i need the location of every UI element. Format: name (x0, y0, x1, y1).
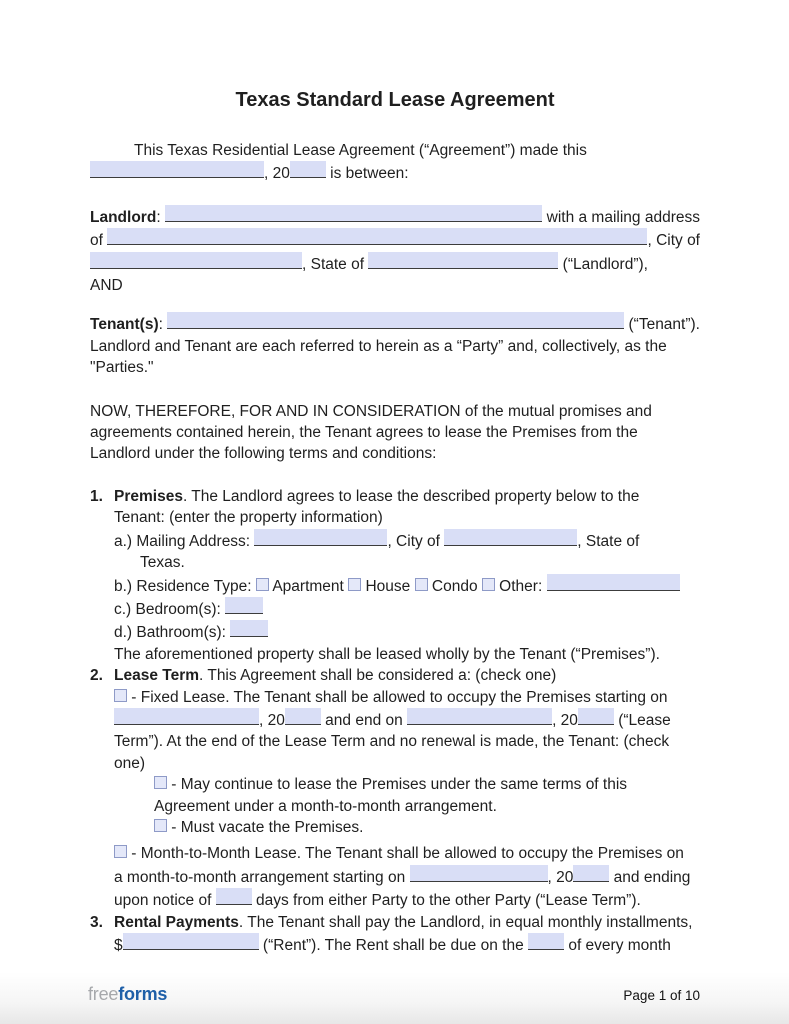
form-blank[interactable] (407, 708, 552, 725)
text-run: Premises (114, 487, 183, 505)
document-body (90, 88, 700, 956)
text-line (114, 933, 700, 956)
checkbox[interactable] (415, 578, 428, 591)
page-footer (0, 972, 789, 1024)
text-line (154, 796, 700, 817)
text-line (114, 865, 700, 888)
form-blank[interactable] (573, 865, 609, 882)
list-number: 2. (90, 667, 103, 685)
text-run: (“Lease (613, 711, 671, 729)
form-blank[interactable] (410, 865, 548, 882)
form-blank[interactable] (216, 888, 252, 905)
text-run: c.) Bedroom(s): (114, 600, 226, 618)
text-line (90, 357, 700, 378)
text-run: of every month (564, 937, 671, 954)
text-run: Condo (427, 577, 482, 595)
text-run: House (361, 577, 415, 595)
text-line (114, 620, 700, 643)
text-line (114, 507, 700, 528)
freeforms-logo[interactable] (88, 984, 167, 1005)
text-line (114, 644, 700, 665)
text-line (114, 888, 700, 911)
checkbox[interactable] (256, 578, 269, 591)
text-line (114, 665, 700, 686)
text-line (90, 275, 700, 296)
text-line (90, 401, 700, 422)
checkbox[interactable] (154, 819, 167, 832)
text-run: . The Tenant shall pay the Landlord, in equal monthly installments, (238, 913, 693, 931)
text-run: NOW, THEREFORE, FOR AND IN CONSIDERATION of the mutual promises and (90, 402, 652, 420)
checkbox[interactable] (154, 776, 167, 789)
text-run: Term”). At the end of the Lease Term and no renewal is made, the Tenant: (check (114, 733, 670, 751)
form-blank[interactable] (528, 933, 564, 950)
text-line (90, 205, 700, 228)
form-blank[interactable] (90, 252, 302, 269)
text-run: , 20 (259, 711, 285, 729)
text-line (114, 912, 700, 933)
text-run: a month-to-month arrangement starting on (114, 868, 410, 886)
text-run: - Must vacate the Premises. (167, 818, 364, 836)
text-line (114, 708, 700, 731)
form-blank[interactable] (90, 161, 264, 178)
form-blank[interactable] (230, 620, 268, 637)
text-run: Landlord and Tenant are each referred to herein as a “Party” and, collectively, as the (90, 337, 667, 355)
text-run: of (90, 232, 108, 250)
block-consideration (90, 401, 700, 465)
form-blank[interactable] (578, 708, 614, 725)
text-run: (“Landlord”), (558, 255, 648, 273)
text-run: and end on (320, 711, 408, 729)
checkbox[interactable] (482, 578, 495, 591)
text-line (114, 753, 700, 774)
text-line (114, 529, 700, 552)
text-run: with a mailing address (542, 208, 700, 226)
logo-free-text: free (88, 984, 119, 1004)
text-line (90, 336, 700, 357)
text-run: , 20 (547, 868, 574, 886)
block-tenant (90, 312, 700, 378)
text-run: d.) Bathroom(s): (114, 624, 231, 642)
text-run: Rental Payments (114, 913, 239, 931)
text-line (134, 140, 700, 161)
form-blank[interactable] (368, 252, 558, 269)
block-intro (90, 140, 700, 185)
text-run: This Texas Residential Lease Agreement (“Agreement”) made this (134, 142, 587, 159)
text-run: AND (90, 277, 123, 295)
form-blank[interactable] (254, 529, 387, 546)
text-line (90, 312, 700, 335)
text-run: , State of (302, 255, 369, 273)
text-run: is between: (325, 165, 409, 183)
text-run: , City of (647, 232, 700, 250)
text-run: The aforementioned property shall be leased wholly by the Tenant (“Premises”). (114, 645, 660, 663)
text-run: Texas. (140, 554, 185, 572)
text-run: , 20 (552, 711, 578, 729)
form-blank[interactable] (225, 597, 263, 614)
text-line (114, 597, 700, 620)
text-run: Tenant(s) (90, 316, 159, 334)
text-run: Agreement under a month-to-month arrangement. (154, 797, 497, 815)
text-run: and ending (609, 868, 691, 886)
checkbox[interactable] (114, 845, 127, 858)
text-run: Landlord (90, 208, 157, 226)
list-number: 3. (90, 913, 103, 931)
form-blank[interactable] (444, 529, 577, 546)
text-run: - May continue to lease the Premises under the same terms of this (167, 776, 628, 794)
text-run: upon notice of (114, 892, 216, 910)
text-run: - Fixed Lease. The Tenant shall be allowed to occupy the Premises starting on (127, 688, 668, 706)
block-lease-term (90, 665, 700, 911)
text-run: b.) Residence Type: (114, 577, 256, 595)
text-run: , State of (577, 532, 640, 550)
text-run: (“Tenant”). (624, 316, 700, 334)
form-blank[interactable] (167, 312, 624, 329)
form-blank[interactable] (165, 205, 542, 222)
text-line (90, 422, 700, 443)
text-run: agreements contained herein, the Tenant agrees to lease the Premises from the (90, 424, 638, 442)
text-run: Tenant: (enter the property information) (114, 509, 383, 527)
text-run: , 20 (264, 165, 290, 183)
text-run: $ (114, 937, 123, 954)
text-run: Other: (494, 577, 547, 595)
text-line (140, 552, 700, 573)
checkbox[interactable] (114, 689, 127, 702)
text-run: (“Rent”). The Rent shall be due on the (258, 937, 529, 954)
text-line (154, 774, 700, 795)
form-blank[interactable] (123, 933, 259, 950)
list-number: 1. (90, 487, 103, 505)
text-line (90, 443, 700, 464)
text-run: . The Landlord agrees to lease the described property below to the (182, 487, 640, 505)
text-run: a.) Mailing Address: (114, 532, 255, 550)
checkbox[interactable] (348, 578, 361, 591)
text-run: : (156, 208, 165, 226)
form-blank[interactable] (547, 574, 680, 591)
page-number: Page 1 of 10 (623, 988, 700, 1003)
text-run: - Month-to-Month Lease. The Tenant shall be allowed to occupy the Premises on (127, 845, 684, 863)
text-run: , City of (387, 532, 445, 550)
text-run: Apartment (268, 577, 349, 595)
text-line (114, 843, 700, 864)
text-run: "Parties." (90, 359, 154, 377)
text-line (154, 817, 700, 838)
block-rental-payments (90, 912, 700, 957)
text-line (114, 687, 700, 708)
text-line (114, 731, 700, 752)
text-line (114, 574, 700, 597)
text-run: Landlord under the following terms and conditions: (90, 445, 437, 463)
form-blank[interactable] (107, 228, 647, 245)
form-blank[interactable] (285, 708, 321, 725)
text-run: Lease Term (114, 667, 200, 685)
block-landlord (90, 205, 700, 297)
text-run: one) (114, 754, 146, 772)
text-run: : (158, 316, 168, 334)
form-blank[interactable] (114, 708, 259, 725)
text-line (90, 252, 700, 275)
text-line (114, 486, 700, 507)
text-run: . This Agreement shall be considered a: (check one) (199, 667, 557, 685)
text-line (90, 228, 700, 251)
text-run: days from either Party to the other Party (“Lease Term”). (251, 892, 641, 910)
text-line (90, 161, 700, 184)
logo-forms-text: forms (118, 984, 168, 1004)
block-premises (90, 486, 700, 665)
document-title: Texas Standard Lease Agreement (235, 89, 555, 111)
form-blank[interactable] (290, 161, 326, 178)
